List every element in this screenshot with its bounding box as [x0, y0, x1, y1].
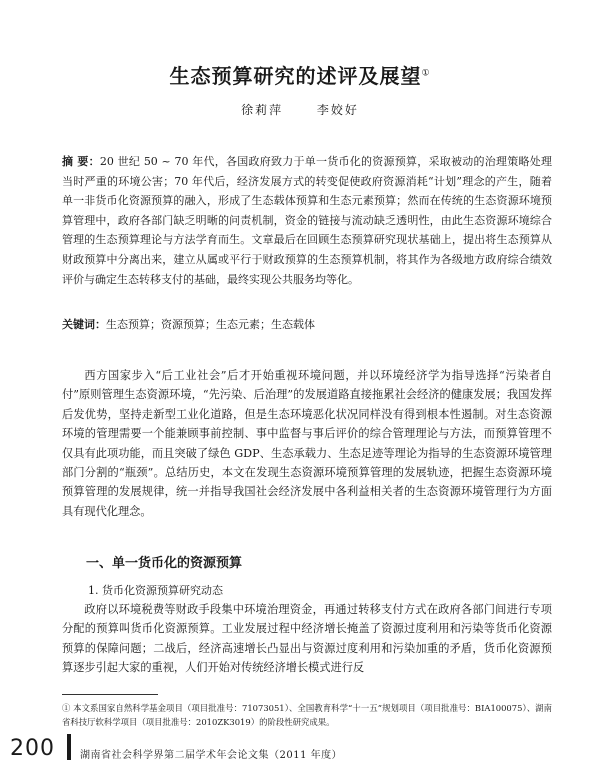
footer-bar [67, 734, 71, 760]
subsection-heading: 1. 货币化资源预算研究动态 [88, 584, 223, 597]
abstract-text: 20 世纪 50 ~ 70 年代，各国政府致力于单一货币化的资源预算，采取被动的治理策略处理当时严重的环境公害；70 年代后，经济发展方式的转变促使政府资源消耗“计划”理念的产生，随着单一非货币化资源预算的融入，形成了生态载体预算和生态元素预算；然而在传统的生态资源环境预算管理中，政府各部门缺乏明晰的问责机制，资金的链接与流动缺乏透明性，由此生态资源环境综合管理的生态预算理论与方法学育而生。文章最后在回顾生态预算研究现状基础上，提出将生态预算从财政预算中分离出来，建立从属或平行于财政预算的生态预算机制，将其作为各级地方政府综合绩效评价与确定生态转移支付的基础，最终实现公共服务均等化。 [62, 155, 552, 286]
author-list [0, 101, 600, 118]
keywords [62, 316, 552, 332]
keywords-text: 生态预算；资源预算；生态元素；生态载体 [106, 318, 315, 331]
intro-paragraph: 西方国家步入“后工业社会”后才开始重视环境问题，并以环境经济学为指导选择“污染者自付”原则管理生态资源环境，“先污染、后治理”的发展道路直接拖累社会经济的健康发展；我国发挥后发优势，坚持走新型工业化道路，但是生态环境恶化状况同样没有得到根本性遏制。对生态资源环境的管理需要一个能兼顾事前控制、事中监督与事后评价的综合管理理论与方法，而预算管理不仅具有此项功能，而且突破了绿色 GDP、生态承载力、生态足迹等理论为指导的生态资源环境管理部门分割的“瓶颈”。总结历史，本文在发现生态资源环境预算管理的发展轨迹，把握生态资源环境预算管理的发展规律，统一并指导我国社会经济发展中各利益相关者的生态资源环境管理行为方面具有现代化理念。 [62, 369, 552, 518]
author-name: 李姣好 [316, 103, 359, 117]
paper-title [0, 60, 600, 89]
title-footnote-mark: ① [421, 68, 431, 79]
body-paragraph: 政府以环境税费等财政手段集中环境治理资金，再通过转移支付方式在政府各部门间进行专项分配的预算叫货币化资源预算。工业发展过程中经济增长掩盖了资源过度利用和污染等货币化资源预算的保障问题；二战后，经济高速增长凸显出与资源过度利用和污染加重的矛盾，货币化资源预算逐步引起大家的重视，人们开始对传统经济增长模式进行反 [62, 603, 552, 675]
author-name: 徐莉萍 [241, 103, 284, 117]
keywords-label: 关键词： [62, 318, 106, 331]
running-footer: 湖南省社会科学界第二届学术年会论文集（2011 年度） [80, 750, 343, 761]
footnote-divider [62, 694, 158, 695]
footnote: ① 本文系国家自然科学基金项目（项目批准号：71073051）、全国教育科学“十一五”规划项目（项目批准号：BIA100075）、湖南省科技厅软科学项目（项目批准号：2010ZK3019）的阶段性研究成果。 [62, 703, 552, 727]
abstract [62, 152, 552, 289]
page-number: 200 [10, 736, 55, 761]
abstract-label: 摘 要： [62, 155, 100, 168]
title-text: 生态预算研究的述评及展望 [169, 64, 422, 88]
section-heading: 一、单一货币化的资源预算 [86, 556, 243, 571]
